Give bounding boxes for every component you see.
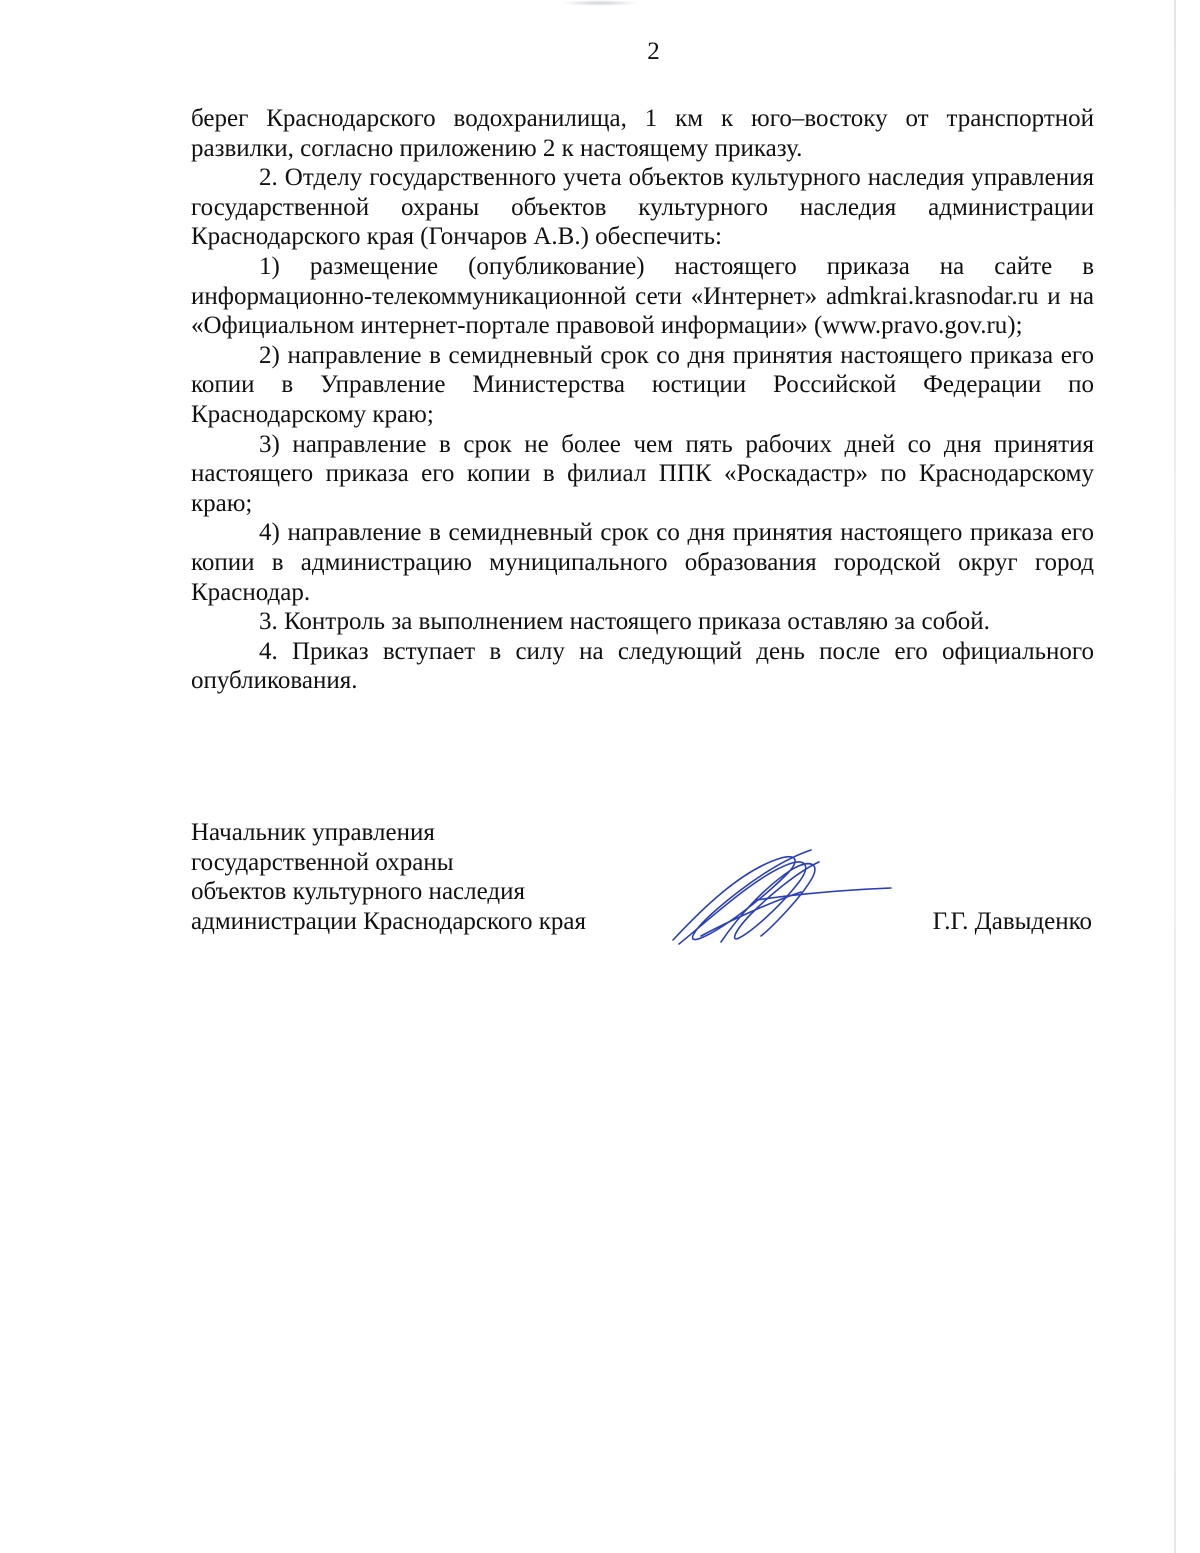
page-number: 2 [647,38,660,65]
paragraph: берег Краснодарского водохранилища, 1 км к юго–востоку от транспортной развилки, согласно приложению 2 к настоящему приказу. [191,105,1094,162]
document-body [191,104,1094,696]
position-line: администрации Краснодарского края [191,907,587,935]
paragraph: 2. Отделу государственного учета объектов культурного наследия управления государственной охраны объектов культурного наследия администрации Краснодарского края (Гончаров А.В.) обеспечить: [191,164,1094,251]
signatory-position [191,818,586,936]
paragraph: 2) направление в семидневный срок со дня принятия настоящего приказа его копии в Управление Министерства юстиции Российской Федерации по Краснодарскому краю; [191,341,1094,428]
paragraph: 1) размещение (опубликование) настоящего приказа на сайте в информационно-телекоммуникационной сети «Интернет» admkrai.krasnodar.ru и на «Официальном интернет-портале правовой информации» (www.pravo.gov.ru); [191,252,1094,340]
handwritten-signature [661,840,901,950]
scan-top-mark [560,0,640,6]
signatory-name: Г.Г. Давыденко [932,907,1092,935]
position-line: Начальник управления [191,819,435,846]
paragraph: 4) направление в семидневный срок со дня принятия настоящего приказа его копии в администрацию муниципального образования городской округ город Краснодар. [191,519,1094,606]
position-line: объектов культурного наследия [191,878,525,906]
paragraph: 4. Приказ вступает в силу на следующий день после его официального опубликования. [191,637,1094,695]
position-line: государственной охраны [191,848,454,876]
scan-edge-shadow [1174,0,1176,1553]
paragraph: 3. Контроль за выполнением настоящего приказа оставляю за собой. [259,608,990,636]
paragraph: 3) направление в срок не более чем пять рабочих дней со дня принятия настоящего приказа его копии в филиал ППК «Роскадастр» по Краснодарскому краю; [191,430,1094,517]
